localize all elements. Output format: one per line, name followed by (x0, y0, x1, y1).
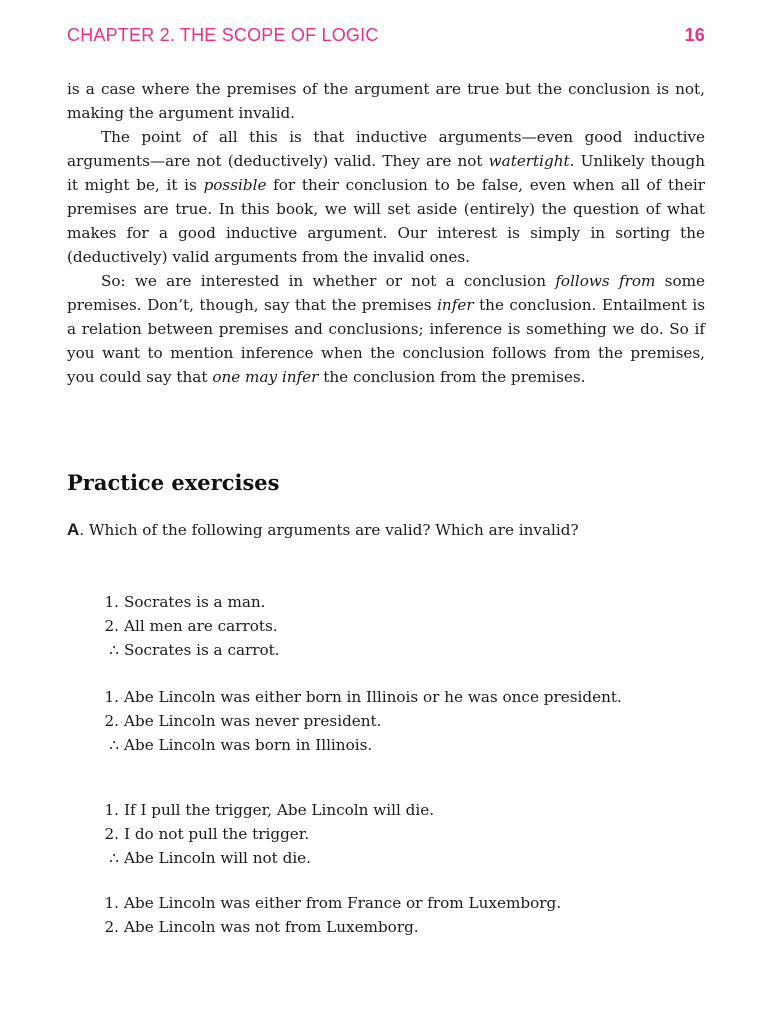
therefore-symbol: ∴ (109, 641, 119, 659)
line-number: 2. (104, 617, 119, 635)
emphasis: watertight (488, 152, 570, 170)
argument-line: 2. All men are carrots. (91, 614, 705, 638)
running-head (67, 25, 705, 49)
argument (91, 798, 705, 870)
emphasis: possible (203, 176, 267, 194)
argument-line: 1. Socrates is a man. (91, 590, 705, 614)
line-number: 1. (104, 593, 119, 611)
line-number: 2. (104, 918, 119, 936)
line-number: 1. (104, 801, 119, 819)
page (67, 0, 705, 1024)
argument-line: 1. Abe Lincoln was either from France or from Luxemborg. (91, 891, 705, 915)
line-number: 2. (104, 825, 119, 843)
paragraph: So: we are interested in whether or not a conclusion follows from some premises. Don’t, though, say that the premises infer the conclusion. Entailment is a relation between premises and conclusions; inference is something we do. So if you want to mention inference when the conclusion follows from the premises, you could say that one may infer the conclusion from the premises. (67, 272, 706, 386)
emphasis: follows from (555, 272, 656, 290)
argument (91, 590, 705, 662)
argument-line: 2. Abe Lincoln was not from Luxemborg. (91, 915, 705, 939)
argument-line: 2. I do not pull the trigger. (91, 822, 705, 846)
line-number: 2. (104, 712, 119, 730)
emphasis: one may infer (212, 368, 319, 386)
argument-line: 1. Abe Lincoln was either born in Illinois or he was once president. (91, 685, 705, 709)
body-text (67, 77, 705, 389)
argument (91, 891, 705, 939)
exercise-label: A (67, 520, 80, 539)
argument-conclusion: ∴ Abe Lincoln was born in Illinois. (91, 733, 705, 757)
chapter-title: CHAPTER 2. THE SCOPE OF LOGIC (67, 25, 379, 45)
argument (91, 685, 705, 757)
paragraph: The point of all this is that inductive arguments—even good inductive arguments—are not (deductively) valid. They are not watertight. Unlikely though it might be, it is possible for their conclusion to be false, even when all of their premises are true. In this book, we will set aside (entirely) the question of what makes for a good inductive argument. Our interest is simply in sorting the (deductively) valid arguments from the invalid ones. (67, 128, 705, 266)
argument-line: 2. Abe Lincoln was never president. (91, 709, 705, 733)
paragraph: is a case where the premises of the argument are true but the conclusion is not, making the argument invalid. (67, 80, 705, 122)
argument-conclusion: ∴ Abe Lincoln will not die. (91, 846, 705, 870)
section-title: Practice exercises (67, 470, 280, 495)
line-number: 1. (104, 688, 119, 706)
line-number: 1. (104, 894, 119, 912)
exercise-prompt: A. Which of the following arguments are valid? Which are invalid? (67, 520, 579, 539)
emphasis: infer (437, 296, 474, 314)
therefore-symbol: ∴ (109, 849, 119, 867)
therefore-symbol: ∴ (109, 736, 119, 754)
argument-line: 1. If I pull the trigger, Abe Lincoln will die. (91, 798, 705, 822)
argument-conclusion: ∴ Socrates is a carrot. (91, 638, 705, 662)
page-number: 16 (684, 25, 705, 45)
